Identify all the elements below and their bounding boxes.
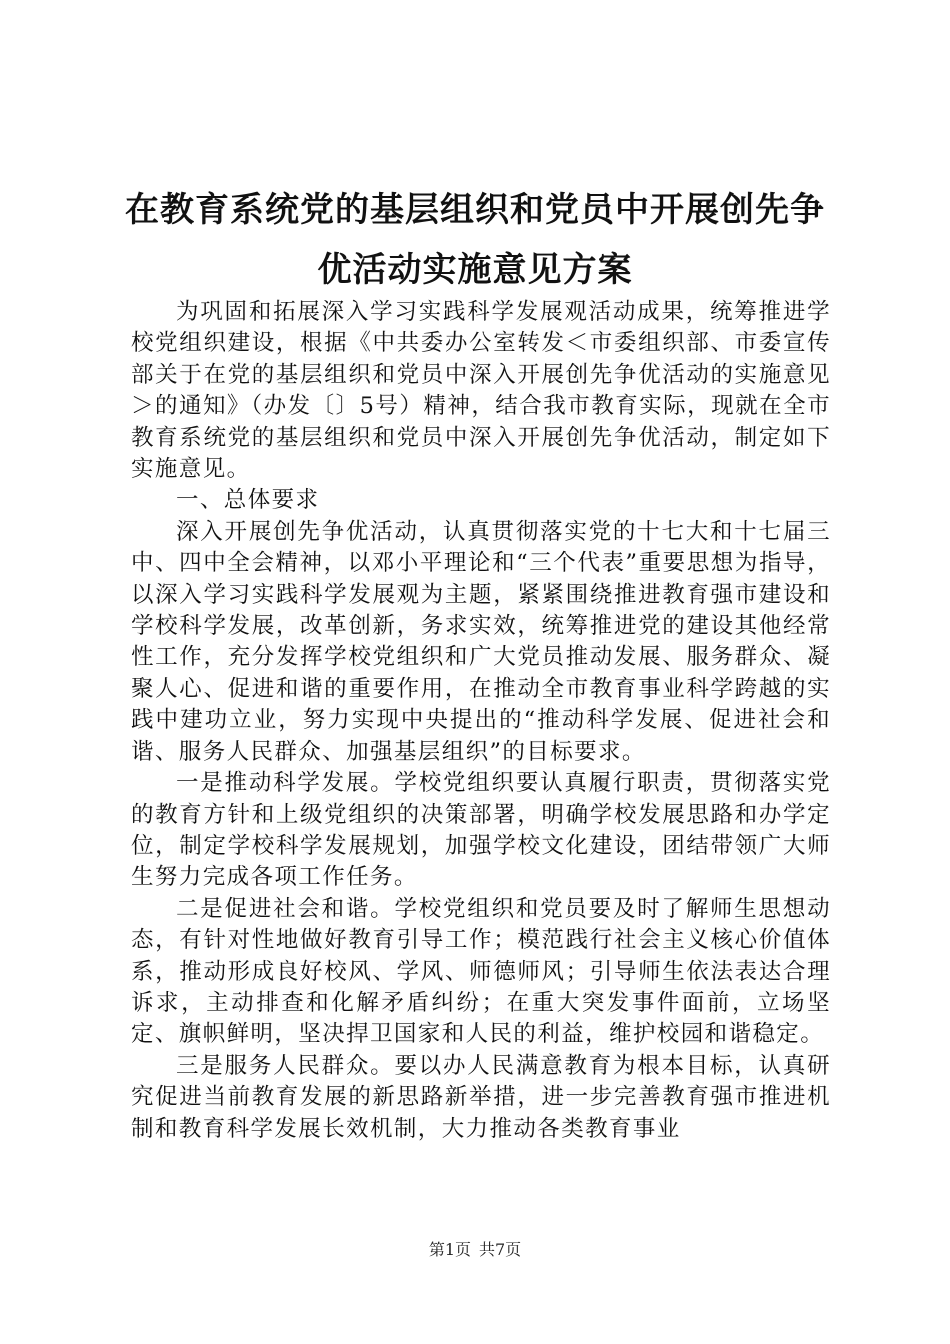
paragraph-serve-people: 三是服务人民群众。要以办人民满意教育为根本目标，认真研究促进当前教育发展的新思路新举措，进一步完善教育强市推进机制和教育科学发展长效机制，大力推动各类教育事业 [131,1052,831,1142]
document-body [131,297,831,1145]
page-number-total: 共7页 [479,1240,522,1259]
paragraph-intro: 为巩固和拓展深入学习实践科学发展观活动成果，统筹推进学校党组织建设，根据《中共委办公室转发＜市委组织部、市委宣传部关于在党的基层组织和党员中深入开展创先争优活动的实施意见＞的通知》（办发〔〕5号）精神，结合我市教育实际，现就在全市教育系统党的基层组织和党员中深入开展创先争优活动，制定如下实施意见。 [131,299,831,483]
page-footer [0,1240,950,1260]
title-line-1: 在教育系统党的基层组织和党员中开展创先争 [125,190,825,230]
paragraph-promote-development: 一是推动科学发展。学校党组织要认真履行职责，贯彻落实党的教育方针和上级党组织的决策部署，明确学校发展思路和办学定位，制定学校科学发展规划，加强学校文化建设，团结带领广大师生努力完成各项工作任务。 [131,770,831,891]
paragraph-promote-harmony: 二是促进社会和谐。学校党组织和党员要及时了解师生思想动态，有针对性地做好教育引导工作；模范践行社会主义核心价值体系，推动形成良好校风、学风、师德师风；引导师生依法表达合理诉求，主动排查和化解矛盾纠纷；在重大突发事件面前，立场坚定、旗帜鲜明，坚决捍卫国家和人民的利益，维护校园和谐稳定。 [131,895,831,1048]
paragraph-general-requirements: 深入开展创先争优活动，认真贯彻落实党的十七大和十七届三中、四中全会精神，以邓小平理论和“三个代表”重要思想为指导，以深入学习实践科学发展观为主题，紧紧围绕推进教育强市建设和学校科学发展，改革创新，务求实效，统筹推进党的建设其他经常性工作，充分发挥学校党组织和广大党员推动发展、服务群众、凝聚人心、促进和谐的重要作用，在推动全市教育事业科学跨越的实践中建功立业，努力实现中央提出的“推动科学发展、促进社会和谐、服务人民群众、加强基层组织”的目标要求。 [131,518,831,765]
title-line-2: 优活动实施意见方案 [317,250,633,290]
document-title [110,180,840,300]
section-heading-general-requirements: 一、总体要求 [176,487,320,514]
page-number-current: 第1页 [428,1240,471,1259]
